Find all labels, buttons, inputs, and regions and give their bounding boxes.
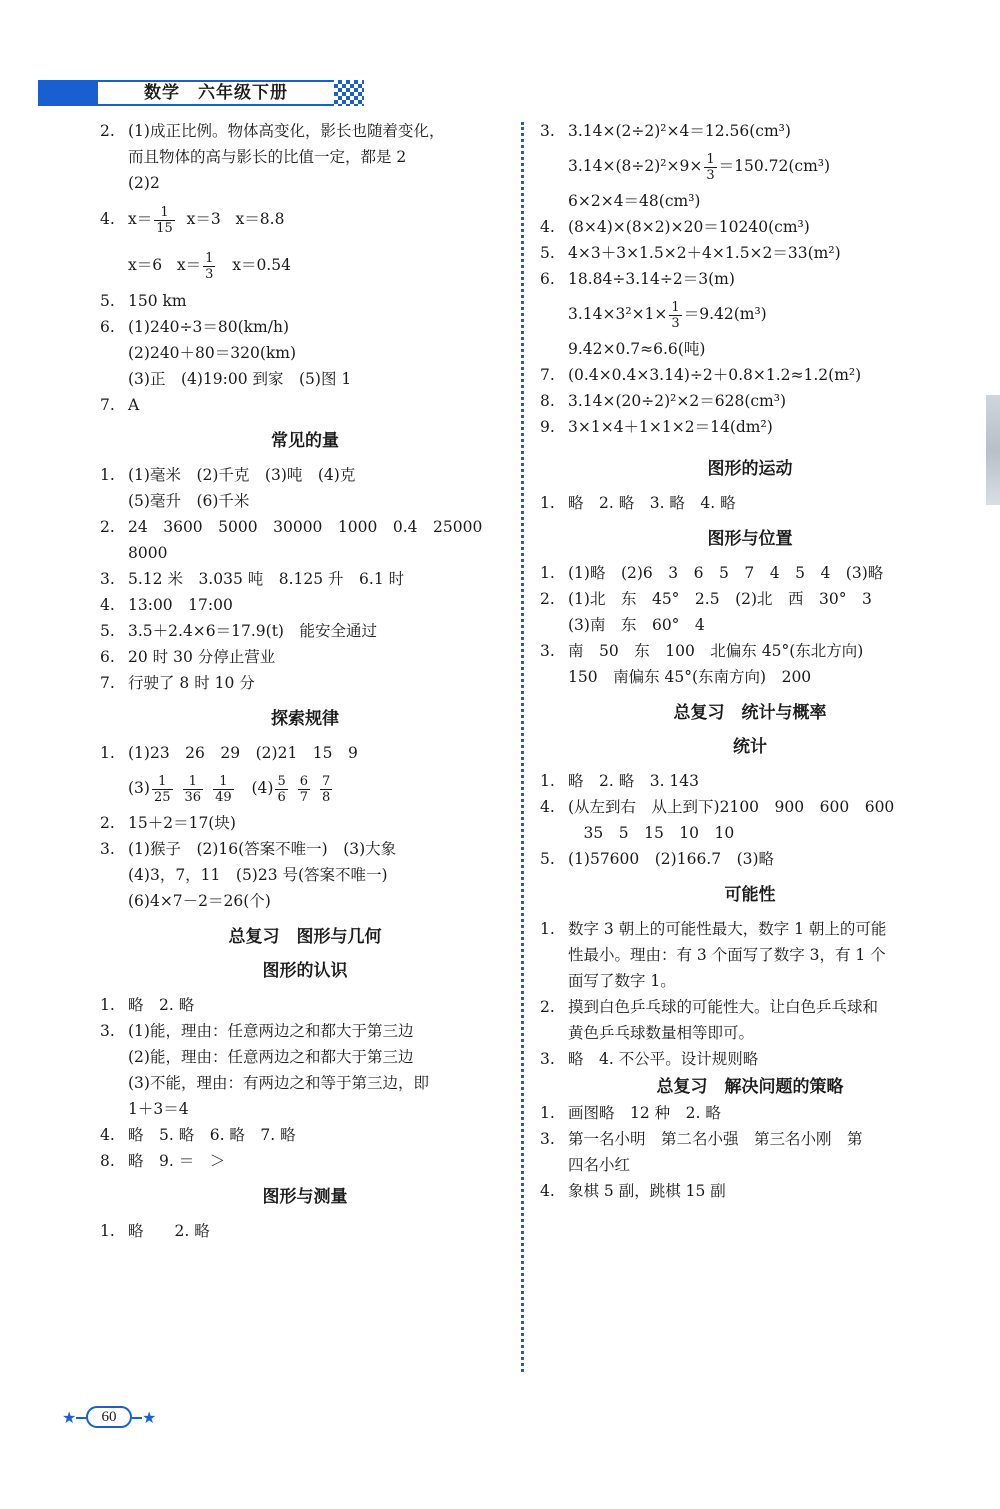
- fraction: $\frac{5}{6}$: [277, 773, 286, 805]
- answer-text: (5)毫升 (6)千米: [128, 492, 250, 510]
- section-title: 可能性: [724, 885, 776, 905]
- answer-line: [100, 170, 510, 196]
- answer-text: (1)猴子 (2)16(答案不唯一) (3)大象: [128, 840, 397, 858]
- answer-text: 略 2. 略 3. 143: [568, 772, 700, 790]
- dash-line: [132, 1417, 142, 1419]
- section-title: 常见的量: [271, 431, 339, 451]
- answer-item: [540, 846, 960, 872]
- item-number: 9.: [540, 418, 555, 436]
- answer-item: [100, 514, 510, 540]
- item-number: 8.: [540, 392, 555, 410]
- item-number: 1.: [540, 772, 555, 790]
- answer-item: [100, 618, 510, 644]
- answer-text: (2)2: [128, 174, 160, 192]
- answer-text: 数字 3 朝上的可能性最大，数字 1 朝上的可能: [568, 920, 887, 938]
- answer-item: [100, 836, 510, 862]
- left-column: [100, 118, 510, 1244]
- item-number: 4.: [540, 218, 555, 236]
- answer-text: 15＋2＝17(块): [128, 814, 236, 832]
- answer-group: [540, 336, 960, 440]
- answer-item: [540, 586, 960, 612]
- eq-text: x＝0.54: [232, 256, 291, 274]
- answer-line: [100, 888, 510, 914]
- item-number: 4.: [100, 596, 115, 614]
- answer-item: [540, 266, 960, 292]
- item-number: 1.: [100, 996, 115, 1014]
- answer-line: [540, 942, 960, 968]
- section-title: 总复习 图形与几何: [228, 927, 382, 947]
- answer-text: (4): [251, 779, 274, 797]
- answer-item: [100, 644, 510, 670]
- header-color-block: [38, 80, 96, 106]
- answer-group: [100, 1218, 510, 1244]
- answer-item: [100, 1122, 510, 1148]
- answer-text: 黄色乒乓球数量相等即可。: [568, 1024, 755, 1042]
- item-number: 3.: [540, 1050, 555, 1068]
- answer-item: [540, 916, 960, 942]
- answer-line: [540, 1152, 960, 1178]
- answer-item-1: [100, 740, 510, 766]
- answer-group: [100, 992, 510, 1174]
- answer-line: [100, 340, 510, 366]
- answer-item: [540, 388, 960, 414]
- page-header: [38, 80, 338, 106]
- item-number: 2.: [100, 814, 115, 832]
- answer-text: 150 南偏东 45°(东南方向) 200: [568, 668, 812, 686]
- eq-text: x＝8.8: [235, 210, 285, 228]
- answer-line: [540, 968, 960, 994]
- fraction-row: [100, 766, 510, 810]
- item-number: 6.: [100, 318, 115, 336]
- answer-text: (1)57600 (2)166.7 (3)略: [568, 850, 775, 868]
- star-icon: ★: [62, 1408, 77, 1427]
- answer-item: [100, 566, 510, 592]
- answer-text: (1)略 (2)6 3 6 5 7 4 5 4 (3)略: [568, 564, 884, 582]
- answer-item: [540, 794, 960, 820]
- section-title: 图形与测量: [262, 1187, 348, 1207]
- fraction: $\frac{1}{36}$: [184, 773, 202, 805]
- item-number: 4.: [100, 1126, 115, 1144]
- answer-text: 1＋3＝4: [128, 1100, 189, 1118]
- answer-text: ＝150.72(cm³): [718, 157, 831, 175]
- answer-text: (3): [128, 779, 150, 797]
- answer-item: [540, 214, 960, 240]
- header-title: 数学 六年级下册: [96, 80, 336, 106]
- answer-text: (0.4×0.4×3.14)÷2＋0.8×1.2≈1.2(m²): [568, 366, 862, 384]
- answer-line: [100, 1044, 510, 1070]
- item-number: 3.: [100, 570, 115, 588]
- page-number-badge: [62, 1406, 162, 1430]
- item-number: 1.: [100, 466, 115, 484]
- answer-text: 18.84÷3.14÷2＝3(m): [568, 270, 735, 288]
- answer-item: [100, 392, 510, 418]
- answer-text: (从左到右 从上到下)2100 900 600 600: [568, 798, 895, 816]
- item-number: 4.: [540, 1182, 555, 1200]
- answer-text: 3.14×(20÷2)²×2＝628(cm³): [568, 392, 786, 410]
- item-number: 1.: [100, 1222, 115, 1240]
- answer-item: [100, 670, 510, 696]
- answer-text: 5.12 米 3.035 吨 8.125 升 6.1 时: [128, 570, 405, 588]
- subsection-title: 统计: [733, 737, 767, 757]
- answer-text: (2)240＋80＝320(km): [128, 344, 297, 362]
- answer-text: 150 km: [128, 292, 187, 310]
- item-number: 4.: [540, 798, 555, 816]
- answer-item: [100, 314, 510, 340]
- answer-line: [540, 820, 960, 846]
- answer-text: 略 4. 不公平。设计规则略: [568, 1050, 759, 1068]
- answer-group: [540, 560, 960, 690]
- answer-text: (8×4)×(8×2)×20＝10240(cm³): [568, 218, 810, 236]
- answer-text: 8000: [128, 544, 168, 562]
- answer-item: [540, 336, 960, 362]
- answer-text: 象棋 5 副，跳棋 15 副: [568, 1182, 726, 1200]
- item-number: 2.: [100, 518, 115, 536]
- page-edge-tab: [986, 395, 1000, 505]
- answer-item: [540, 638, 960, 664]
- fraction: $\frac{1}{3}$: [205, 250, 214, 282]
- answer-group: [540, 490, 960, 516]
- answer-text: (3)不能，理由：有两边之和等于第三边，即: [128, 1074, 429, 1092]
- item-number: 8.: [100, 1152, 115, 1170]
- answer-item: [540, 768, 960, 794]
- item-number: 3.: [100, 840, 115, 858]
- item-number: 5.: [540, 850, 555, 868]
- answer-item-4: [100, 196, 510, 242]
- answer-text: (1)240÷3＝80(km/h): [128, 318, 290, 336]
- section-title: 图形的运动: [707, 459, 793, 479]
- item-number: 4.: [100, 210, 115, 228]
- answer-text: 3.5＋2.4×6＝17.9(t) 能安全通过: [128, 622, 377, 640]
- answer-item: [540, 560, 960, 586]
- section-title: 图形与位置: [707, 529, 793, 549]
- answer-line: [100, 488, 510, 514]
- answer-item: [100, 1148, 510, 1174]
- item-number: 3.: [540, 1130, 555, 1148]
- answer-text: 画图略 12 种 2. 略: [568, 1104, 721, 1122]
- item-number: 2.: [540, 590, 555, 608]
- answer-text: (3)南 东 60° 4: [568, 616, 705, 634]
- answer-text: 3.14×3²×1×: [568, 305, 668, 323]
- item-number: 3.: [540, 122, 555, 140]
- answer-text: 行驶了 8 时 10 分: [128, 674, 255, 692]
- answer-text: 3.14×(8÷2)²×9×: [568, 157, 703, 175]
- answer-line: [540, 664, 960, 690]
- answer-group: [540, 214, 960, 292]
- answer-text: 而且物体的高与影长的比值一定，都是 2: [128, 148, 407, 166]
- answer-item: [100, 462, 510, 488]
- answer-text: 四名小红: [568, 1156, 631, 1174]
- answer-text: (1)成正比例。物体高变化，影长也随着变化，: [128, 122, 445, 140]
- answer-text: (1)北 东 45° 2.5 (2)北 西 30° 3: [568, 590, 872, 608]
- answer-item: [100, 1018, 510, 1044]
- answer-line: [540, 292, 960, 336]
- fraction: $\frac{1}{3}$: [706, 151, 715, 183]
- fraction: $\frac{1}{3}$: [671, 299, 680, 331]
- answer-text: 南 50 东 100 北偏东 45°(东北方向): [568, 642, 864, 660]
- answer-text: 6×2×4＝48(cm³): [568, 192, 701, 210]
- item-number: 2.: [100, 122, 115, 140]
- answer-line: [100, 144, 510, 170]
- answer-line: [100, 862, 510, 888]
- item-number: 6.: [540, 270, 555, 288]
- fraction: $\frac{1}{49}$: [215, 773, 232, 805]
- answer-text: (3)正 (4)19:00 到家 (5)图 1: [128, 370, 352, 388]
- answer-text: 24 3600 5000 30000 1000 0.4 25000: [128, 518, 483, 536]
- answer-text: A: [128, 396, 140, 414]
- answer-item: [100, 118, 510, 144]
- answer-item: [100, 288, 510, 314]
- answer-line: [540, 1020, 960, 1046]
- answer-group: [540, 916, 960, 1072]
- answer-text: (1)能，理由：任意两边之和都大于第三边: [128, 1022, 414, 1040]
- item-number: 7.: [100, 674, 115, 692]
- answer-text: ＝9.42(m³): [683, 305, 767, 323]
- item-number: 2.: [540, 998, 555, 1016]
- answer-group: [540, 1100, 960, 1204]
- answer-group: [540, 768, 960, 872]
- answer-text: 4×3＋3×1.5×2＋4×1.5×2＝33(m²): [568, 244, 841, 262]
- subsection-title: 图形的认识: [262, 961, 348, 981]
- answer-item: [100, 592, 510, 618]
- answer-item: [540, 240, 960, 266]
- answer-item-4b: [100, 242, 510, 288]
- fraction: $\frac{7}{8}$: [322, 773, 331, 805]
- answer-text: 9.42×0.7≈6.6(吨): [568, 340, 706, 358]
- answer-item: [100, 992, 510, 1018]
- item-number: 1.: [100, 744, 115, 762]
- answer-item: [540, 1100, 960, 1126]
- fraction: $\frac{6}{7}$: [299, 773, 308, 805]
- answer-text: 略 2. 略: [128, 1222, 210, 1240]
- answer-group: [100, 118, 510, 196]
- item-number: 7.: [540, 366, 555, 384]
- answer-text: (4)3，7，11 (5)23 号(答案不唯一): [128, 866, 388, 884]
- answer-text: 3.14×(2÷2)²×4＝12.56(cm³): [568, 122, 791, 140]
- fraction: $\frac{1}{15}$: [156, 204, 173, 236]
- answer-text: 略 5. 略 6. 略 7. 略: [128, 1126, 296, 1144]
- item-number: 1.: [540, 494, 555, 512]
- item-number: 6.: [100, 648, 115, 666]
- right-column: [540, 118, 960, 1204]
- eq-text: x＝: [176, 256, 202, 274]
- section-title: 探索规律: [271, 709, 339, 729]
- answer-line: [540, 144, 960, 188]
- item-number: 1.: [540, 1104, 555, 1122]
- answer-item: [540, 994, 960, 1020]
- answer-line: [100, 540, 510, 566]
- item-number: 3.: [100, 1022, 115, 1040]
- answer-text: 略 2. 略: [128, 996, 195, 1014]
- item-number: 5.: [100, 622, 115, 640]
- eq-text: x＝3: [186, 210, 221, 228]
- item-number: 1.: [540, 920, 555, 938]
- eq-text: x＝: [128, 210, 153, 228]
- fraction: $\frac{1}{25}$: [153, 773, 171, 805]
- section-title: 总复习 解决问题的策略: [656, 1077, 844, 1097]
- answer-item: [540, 1046, 960, 1072]
- answer-text: 13:00 17:00: [128, 596, 233, 614]
- answer-group: [100, 462, 510, 696]
- answer-item: [540, 1126, 960, 1152]
- answer-text: (2)能，理由：任意两边之和都大于第三边: [128, 1048, 414, 1066]
- answer-text: 面写了数字 1。: [568, 972, 676, 990]
- answer-text: 略 9. ＝ ＞: [128, 1152, 226, 1170]
- item-number: 7.: [100, 396, 115, 414]
- answer-item: [540, 414, 960, 440]
- item-number: 5.: [100, 292, 115, 310]
- answer-text: 35 5 15 10 10: [568, 824, 735, 842]
- answer-text: (1)23 26 29 (2)21 15 9: [128, 744, 358, 762]
- answer-item: [540, 490, 960, 516]
- item-number: 1.: [540, 564, 555, 582]
- answer-text: 摸到白色乒乓球的可能性大。让白色乒乓球和: [568, 998, 879, 1016]
- page-number: 60: [86, 1406, 132, 1428]
- answer-text: (6)4×7－2＝26(个): [128, 892, 271, 910]
- dash-line: [76, 1417, 86, 1419]
- answer-text: 20 时 30 分停止营业: [128, 648, 276, 666]
- answer-line: [540, 612, 960, 638]
- answer-text: 3×1×4＋1×1×2＝14(dm²): [568, 418, 773, 436]
- answer-text: 第一名小明 第二名小强 第三名小刚 第: [568, 1130, 863, 1148]
- answer-line: [540, 188, 960, 214]
- item-number: 5.: [540, 244, 555, 262]
- column-divider: [521, 122, 524, 1372]
- item-number: 3.: [540, 642, 555, 660]
- answer-group: [100, 810, 510, 914]
- answer-item-3: [540, 118, 960, 144]
- answer-item: [540, 1178, 960, 1204]
- eq-text: x＝6: [128, 256, 163, 274]
- answer-text: (1)毫米 (2)千克 (3)吨 (4)克: [128, 466, 356, 484]
- star-icon: ★: [142, 1408, 157, 1427]
- answer-line: [100, 1070, 510, 1096]
- section-title: 总复习 统计与概率: [673, 703, 827, 723]
- answer-item: [540, 362, 960, 388]
- answer-item: [100, 810, 510, 836]
- answer-item: [100, 1218, 510, 1244]
- answer-text: 性最小。理由：有 3 个面写了数字 3，有 1 个: [568, 946, 886, 964]
- answer-text: 略 2. 略 3. 略 4. 略: [568, 494, 736, 512]
- answer-line: [100, 366, 510, 392]
- answer-group: [100, 288, 510, 418]
- answer-line: [100, 1096, 510, 1122]
- header-pattern: [334, 80, 364, 106]
